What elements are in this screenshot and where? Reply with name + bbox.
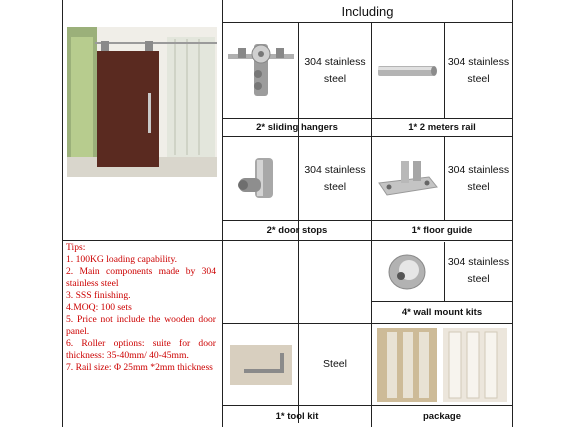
wall-mount-caption: 4* wall mount kits <box>401 307 483 318</box>
tips-title: Tips: <box>66 242 86 253</box>
tool-kit-material: Steel <box>323 358 347 370</box>
sliding-hanger-image <box>223 23 298 118</box>
wall-mount-image <box>372 241 444 301</box>
hanger-caption: 2* sliding hangers <box>256 122 338 133</box>
tip-line: 1. 100KG loading capability. <box>66 254 178 265</box>
floor-guide-image <box>372 137 444 220</box>
rail-image <box>372 23 444 118</box>
tool-kit-image <box>223 324 298 405</box>
package-image <box>372 324 512 405</box>
tips-block <box>66 242 216 374</box>
door-stop-caption: 2* door stops <box>266 225 328 236</box>
tip-line: 6. Roller options: suite for door thickness: 35-40mm/ 40-45mm. <box>66 338 216 361</box>
table-border <box>62 0 63 427</box>
rail-material: 304 stainless steel <box>447 55 510 85</box>
package-caption: package <box>422 411 462 422</box>
door-stop-image <box>223 137 298 220</box>
barn-door-photo <box>67 27 217 177</box>
rail-caption: 1* 2 meters rail <box>408 122 476 133</box>
table-header: Including <box>341 3 394 19</box>
wall-mount-material: 304 stainless steel <box>447 256 510 285</box>
table-border <box>512 0 513 427</box>
tool-kit-caption: 1* tool kit <box>275 411 319 422</box>
tip-line: 3. SSS finishing. <box>66 290 131 301</box>
tip-line: 7. Rail size: Φ 25mm *2mm thickness <box>66 362 213 373</box>
tip-line: 2. Main components made by 304 stainless steel <box>66 266 216 289</box>
floor-guide-material: 304 stainless steel <box>447 163 510 193</box>
tip-line: 5. Price not include the wooden door panel. <box>66 314 216 337</box>
floor-guide-caption: 1* floor guide <box>411 225 473 236</box>
tip-line: 4.MOQ: 100 sets <box>66 302 132 313</box>
door-stop-material: 304 stainless steel <box>304 163 366 193</box>
hanger-material: 304 stainless steel <box>304 55 366 85</box>
